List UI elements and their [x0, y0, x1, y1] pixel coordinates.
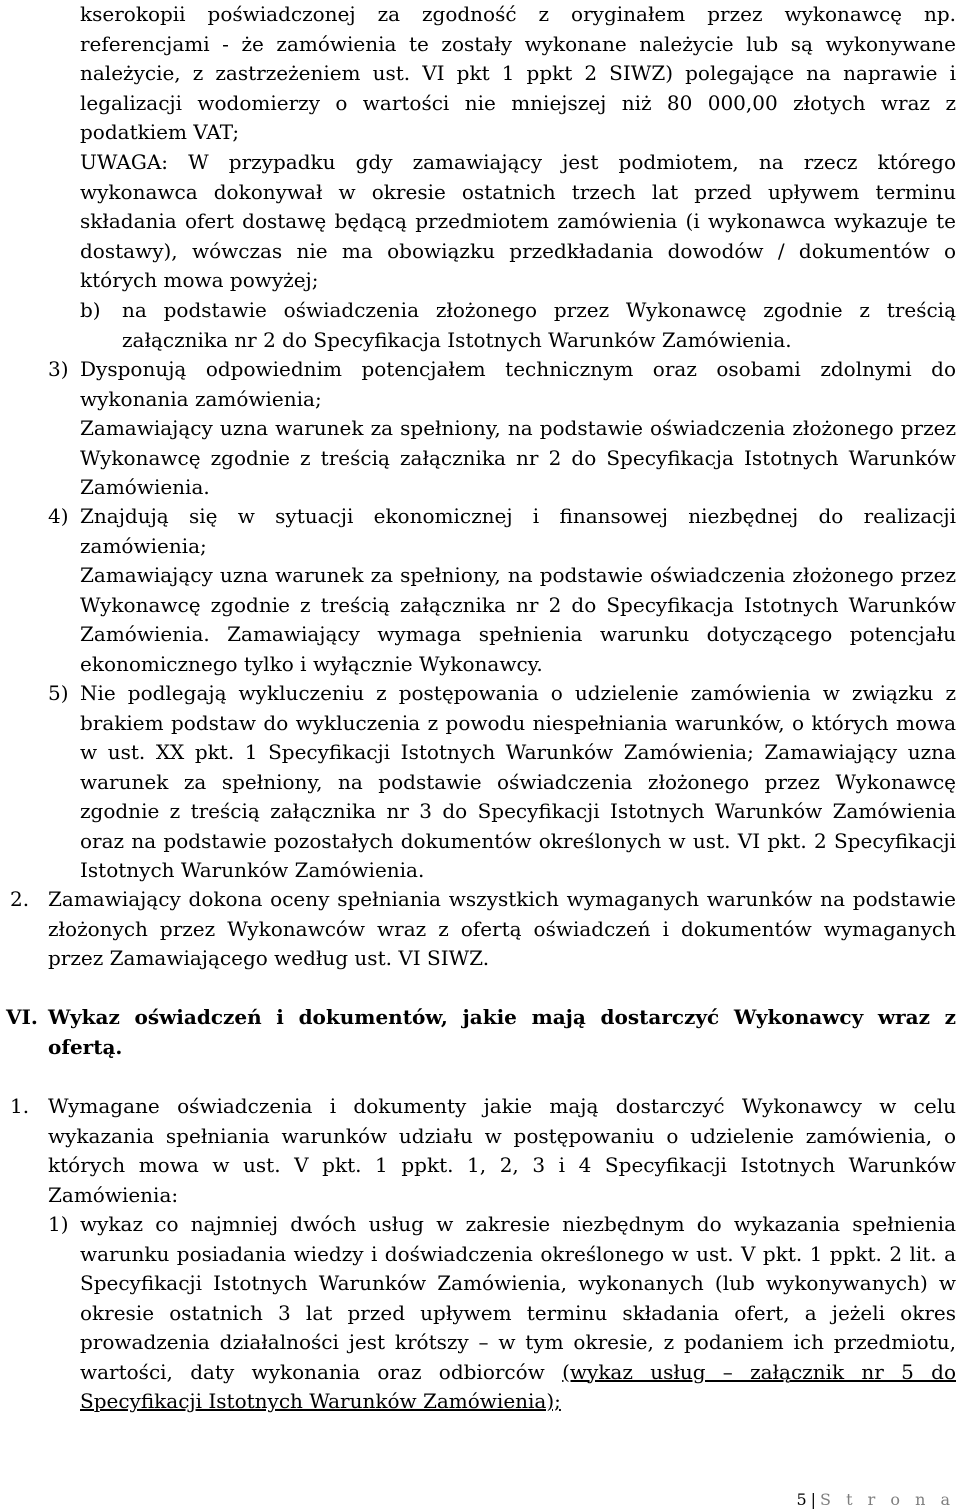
list-number-1-1: 1): [48, 1212, 69, 1236]
section-heading: Wykaz oświadczeń i dokumentów, jakie mają dostarczyć Wykonawcy wraz z ofertą.: [48, 1005, 956, 1059]
list-number-4: 4): [48, 504, 69, 528]
paragraph-item-3-sub: Zamawiający uzna warunek za spełniony, na podstawie oświadczenia złożonego przez Wykonawcę zgodnie z treścią załącznika nr 2 do Specyfikacja Istotnych Warunków Zamówienia.: [80, 416, 956, 499]
underlined-reference: (wykaz usług – załącznik nr 5 do Specyfikacji Istotnych Warunków Zamówienia);: [80, 1359, 956, 1413]
paragraph-item-2: Zamawiający dokona oceny spełniania wszystkich wymaganych warunków na podstawie złożonych przez Wykonawców wraz z ofertą oświadczeń i dokumentów wymaganych przez Zamawiającego według ust. VI SIWZ.: [48, 887, 956, 970]
list-number-2: 2.: [10, 887, 30, 911]
list-label-b: b): [80, 298, 101, 322]
page-footer: [700, 1490, 955, 1510]
paragraph-uwaga: UWAGA: W przypadku gdy zamawiający jest podmiotem, na rzecz którego wykonawca dokonywał w okresie ostatnich trzech lat przed upływem terminu składania ofert dostawę będącą przedmiotem zamówienia (i wykonawca wykazuje te dostawy), wówczas nie ma obowiązku przedkładania dowodów / dokumentów o których mowa powyżej;: [80, 150, 956, 292]
paragraph-b: na podstawie oświadczenia złożonego przez Wykonawcę zgodnie z treścią załącznika nr 2 do Specyfikacja Istotnych Warunków Zamówienia.: [122, 298, 956, 352]
page-number: 5: [796, 1490, 807, 1509]
paragraph-item-4-sub: Zamawiający uzna warunek za spełniony, na podstawie oświadczenia złożonego przez Wykonawcę zgodnie z treścią załącznika nr 2 do Specyfikacja Istotnych Warunków Zamówienia. Zamawiający wymaga spełnienia warunku dotyczącego potencjału ekonomicznego tylko i wyłącznie Wykonawcy.: [80, 563, 956, 676]
paragraph-section-1-1: [80, 1210, 956, 1417]
section-number: VI.: [6, 1005, 38, 1029]
footer-separator: |: [810, 1490, 817, 1509]
page-label: S t r o n a: [820, 1490, 955, 1509]
paragraph-section-1-1-text: wykaz co najmniej dwóch usług w zakresie niezbędnym do wykazania spełnienia warunku posiadania wiedzy i doświadczenia określonego w ust. V pkt. 1 ppkt. 2 lit. a Specyfikacji Istotnych Warunków Zamówienia, wykonanych (lub wykonywanych) w okresie ostatnich 3 lat przed upływem terminu składania ofert, a jeżeli okres prowadzenia działalności jest krótszy – w tym okresie, z podaniem ich przedmiotu, wartości, daty wykonania oraz odbiorców: [80, 1212, 956, 1384]
paragraph-item-4: Znajdują się w sytuacji ekonomicznej i finansowej niezbędnej do realizacji zamówienia;: [80, 504, 956, 558]
paragraph-top: kserokopii poświadczonej za zgodność z oryginałem przez wykonawcę np. referencjami - że zamówienia te zostały wykonane należycie lub są wykonywane należycie, z zastrzeżeniem ust. VI pkt 1 ppkt 2 SIWZ) polegające na naprawie i legalizacji wodomierzy o wartości nie mniejszej niż 80 000,00 złotych wraz z podatkiem VAT;: [80, 2, 956, 144]
list-number-5: 5): [48, 681, 69, 705]
paragraph-item-3: Dysponują odpowiednim potencjałem technicznym oraz osobami zdolnymi do wykonania zamówienia;: [80, 357, 956, 411]
list-number-3: 3): [48, 357, 69, 381]
list-number-1: 1.: [10, 1094, 30, 1118]
paragraph-section-1: Wymagane oświadczenia i dokumenty jakie mają dostarczyć Wykonawcy w celu wykazania spełniania warunków udziału w postępowaniu o udzielenie zamówienia, o których mowa w ust. V pkt. 1 ppkt. 1, 2, 3 i 4 Specyfikacji Istotnych Warunków Zamówienia:: [48, 1094, 956, 1207]
paragraph-item-5: Nie podlegają wykluczeniu z postępowania o udzielenie zamówienia w związku z brakiem podstaw do wykluczenia z powodu niespełniania warunków, o których mowa w ust. XX pkt. 1 Specyfikacji Istotnych Warunków Zamówienia; Zamawiający uzna warunek za spełniony, na podstawie oświadczenia złożonego przez Wykonawcę zgodnie z treścią załącznika nr 3 do Specyfikacji Istotnych Warunków Zamówienia oraz na podstawie pozostałych dokumentów określonych w ust. VI pkt. 2 Specyfikacji Istotnych Warunków Zamówienia.: [80, 681, 956, 882]
